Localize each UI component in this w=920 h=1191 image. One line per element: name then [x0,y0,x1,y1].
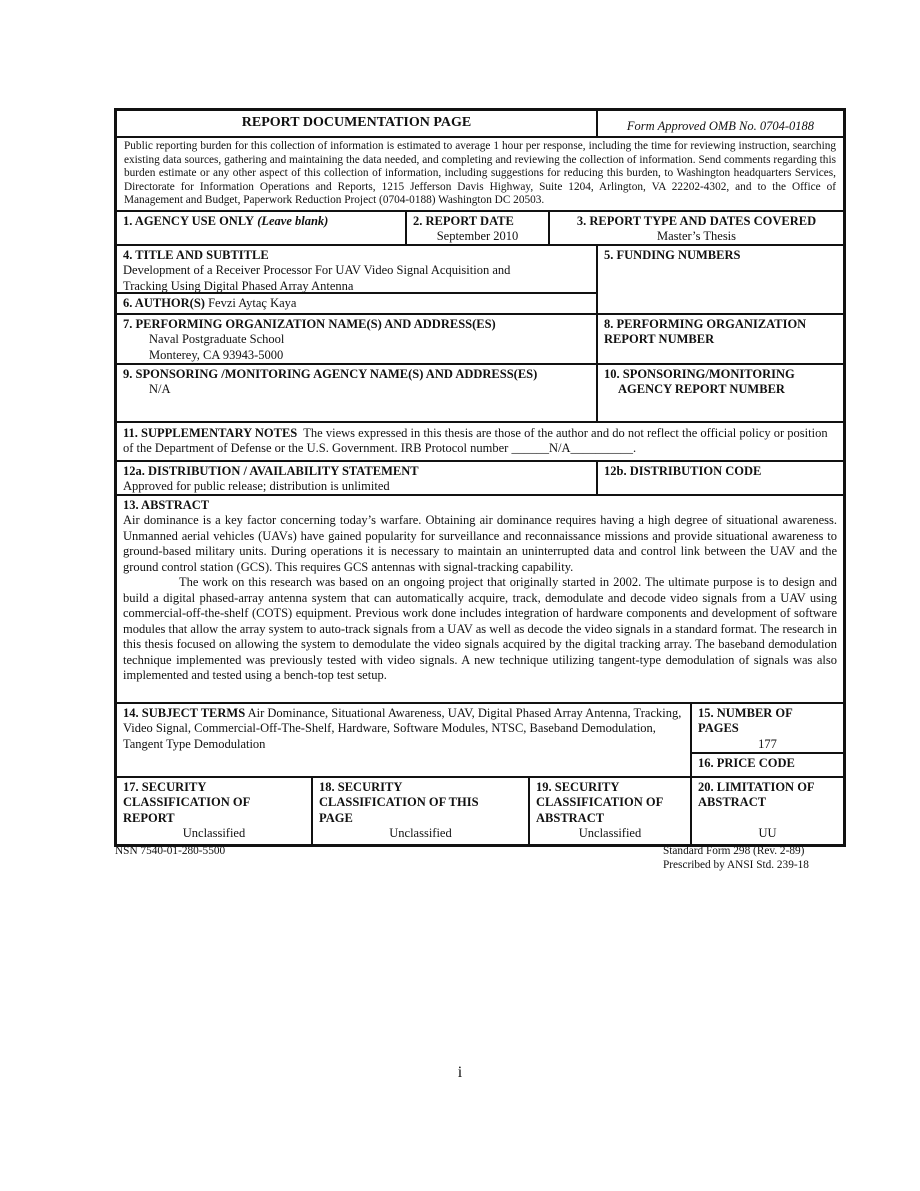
performing-org-report-number [598,315,843,363]
author-value: Fevzi Aytaç Kaya [208,295,297,310]
classification-of-abstract [530,778,692,844]
abstract [117,496,843,702]
block20-label-1: 20. LIMITATION OF [698,779,815,794]
row-blocks-1-3 [117,212,843,246]
block19-label-2: CLASSIFICATION OF [536,795,664,809]
agency-use-only-label: 1. AGENCY USE ONLY [123,213,255,228]
block19-label-3: ABSTRACT [536,810,605,825]
row-blocks-12 [117,462,843,496]
report-type [550,212,843,244]
title-subtitle [117,246,596,294]
sponsoring-agency-value: N/A [149,382,171,396]
subject-terms-label: 14. SUBJECT TERMS [123,705,246,720]
block8-label-line-2: REPORT NUMBER [604,332,715,346]
report-documentation-form [114,108,846,847]
funding-numbers: 5. FUNDING NUMBERS [604,247,741,262]
performing-org-line-1: Naval Postgraduate School [149,332,285,346]
subject-terms [117,704,692,776]
block19-label-1: 19. SECURITY [536,779,620,794]
block17-label-3: REPORT [123,810,175,825]
block18-label-1: 18. SECURITY [319,779,403,794]
row-block-11 [117,423,843,462]
block19-value: Unclassified [578,826,642,840]
agency-use-only-note: (Leave blank) [257,213,329,228]
title-author-column [117,246,598,313]
limitation-of-abstract [692,778,843,844]
sponsoring-agency-label: 9. SPONSORING /MONITORING AGENCY NAME(S) AND ADDRESS(ES) [123,366,538,381]
distribution-statement-value: Approved for public release; distribution is unlimited [123,479,390,493]
block10-label-line-1: 10. SPONSORING/MONITORING [604,366,795,381]
standard-form-line-1: Standard Form 298 (Rev. 2-89) [663,845,805,857]
number-of-pages [692,704,843,754]
report-type-value: Master’s Thesis [656,229,737,243]
row-blocks-9-10 [117,365,843,423]
report-date [407,212,550,244]
standard-form-note [663,844,809,872]
omb-number: Form Approved OMB No. 0704-0188 [626,119,815,133]
block17-label-2: CLASSIFICATION OF [123,795,251,809]
row-blocks-4-6 [117,246,843,315]
performing-org-line-2: Monterey, CA 93943-5000 [149,347,284,362]
nsn-number: NSN 7540-01-280-5500 [115,845,226,857]
block17-label-1: 17. SECURITY [123,779,207,794]
row-block-13 [117,496,843,704]
pages-price-column [692,704,843,776]
standard-form-line-2: Prescribed by ANSI Std. 239-18 [663,859,809,871]
block20-label-2: ABSTRACT [698,795,767,809]
report-type-label: 3. REPORT TYPE AND DATES COVERED [576,213,817,228]
supplementary-notes [117,423,843,460]
number-of-pages-label-2: PAGES [698,721,739,735]
burden-statement-row [117,138,843,212]
sponsoring-report-number [598,365,843,421]
supplementary-notes-text: The views expressed in this thesis are those of the author and do not reflect the official policy or position of the Department of Defense or the U.S. Government. IRB Protocol number ______N/A__________. [123,425,828,455]
row-blocks-17-20 [117,778,843,844]
report-date-value: September 2010 [436,229,519,243]
number-of-pages-value: 177 [758,736,777,751]
supplementary-notes-label: 11. SUPPLEMENTARY NOTES [123,425,298,440]
performing-org-label: 7. PERFORMING ORGANIZATION NAME(S) AND ADDRESS(ES) [123,316,496,331]
distribution-code: 12b. DISTRIBUTION CODE [604,463,762,478]
classification-of-page [313,778,530,844]
block8-label-line-1: 8. PERFORMING ORGANIZATION [604,316,807,331]
distribution-statement [117,462,598,494]
abstract-label: 13. ABSTRACT [123,497,210,512]
performing-organization [117,315,598,363]
row-blocks-7-8 [117,315,843,365]
number-of-pages-label-1: 15. NUMBER OF [698,705,793,720]
row-blocks-14-16 [117,704,843,778]
author [117,294,596,313]
report-date-label: 2. REPORT DATE [413,213,514,228]
sponsoring-agency [117,365,598,421]
page-number: i [457,1064,463,1081]
author-label: 6. AUTHOR(S) [123,295,205,310]
block18-value: Unclassified [389,826,452,840]
distribution-statement-label: 12a. DISTRIBUTION / AVAILABILITY STATEMENT [123,463,419,478]
block18-label-3: PAGE [319,810,353,825]
block10-label-line-2: AGENCY REPORT NUMBER [618,382,785,396]
abstract-paragraph-1: Air dominance is a key factor concerning today’s warfare. Obtaining air dominance requires having a high degree of situational awareness. Unmanned aerial vehicles (UAVs) have gained popularity for surveillance and reconnaissance missions and provide situational awareness to ground-based military units. During operations it is necessary to maintain an uninterrupted data and control link between the UAV and the ground control station (GCS). This requires GCS antennas with signal-tracking capability. [123,513,837,574]
price-code: 16. PRICE CODE [698,755,795,770]
title-subtitle-label: 4. TITLE AND SUBTITLE [123,247,269,262]
block20-value: UU [758,826,777,840]
form-title-row [117,111,843,138]
subject-terms-text: Air Dominance, Situational Awareness, UAV, Digital Phased Array Antenna, Tracking, Video Signal, Commercial-Off-The-Shelf, Hardware, Software Modules, NTSC, Baseband Demodulation, Tangent Type Demodulation [123,705,682,751]
form-title: REPORT DOCUMENTATION PAGE [117,111,598,136]
title-line-1: Development of a Receiver Processor For UAV Video Signal Acquisition and [123,263,511,277]
block17-value: Unclassified [182,826,246,840]
block18-label-2: CLASSIFICATION OF THIS [319,795,479,809]
classification-of-report [117,778,313,844]
burden-statement: Public reporting burden for this collection of information is estimated to average 1 hour per response, including the time for reviewing instruction, searching existing data sources, gathering and maintaining the data needed, and completing and reviewing the collection of information. Send comments regarding this burden estimate or any other aspect of this collection of information, including suggestions for reducing this burden, to Washington headquarters Services, Directorate for Information Operations and Reports, 1215 Jefferson Davis Highway, Suite 1204, Arlington, VA 22202-4302, and to the Office of Management and Budget, Paperwork Reduction Project (0704-0188) Washington DC 20503. [124,140,836,206]
agency-use-only [117,212,407,244]
title-line-2: Tracking Using Digital Phased Array Antenna [123,278,354,293]
abstract-paragraph-2: The work on this research was based on an ongoing project that originally started in 2002. The ultimate purpose is to design and build a digital phased-array antenna system that can automatically acquire, track, demodulate and decode video signals from a UAV using commercial-off-the-shelf (COTS) equipment. Previous work done includes integration of hardware components and development of software modules that allow the array system to auto-track signals from a UAV as well as decode the video signals in a standard format. The research in this thesis focused on allowing the system to demodulate the video signals acquired by the digital tracking array. The baseband demodulation technique implemented was previously tested with video signals. A new technique utilizing tangent-type demodulation of signals was also implemented and tested using a bench-top test setup. [123,575,837,682]
